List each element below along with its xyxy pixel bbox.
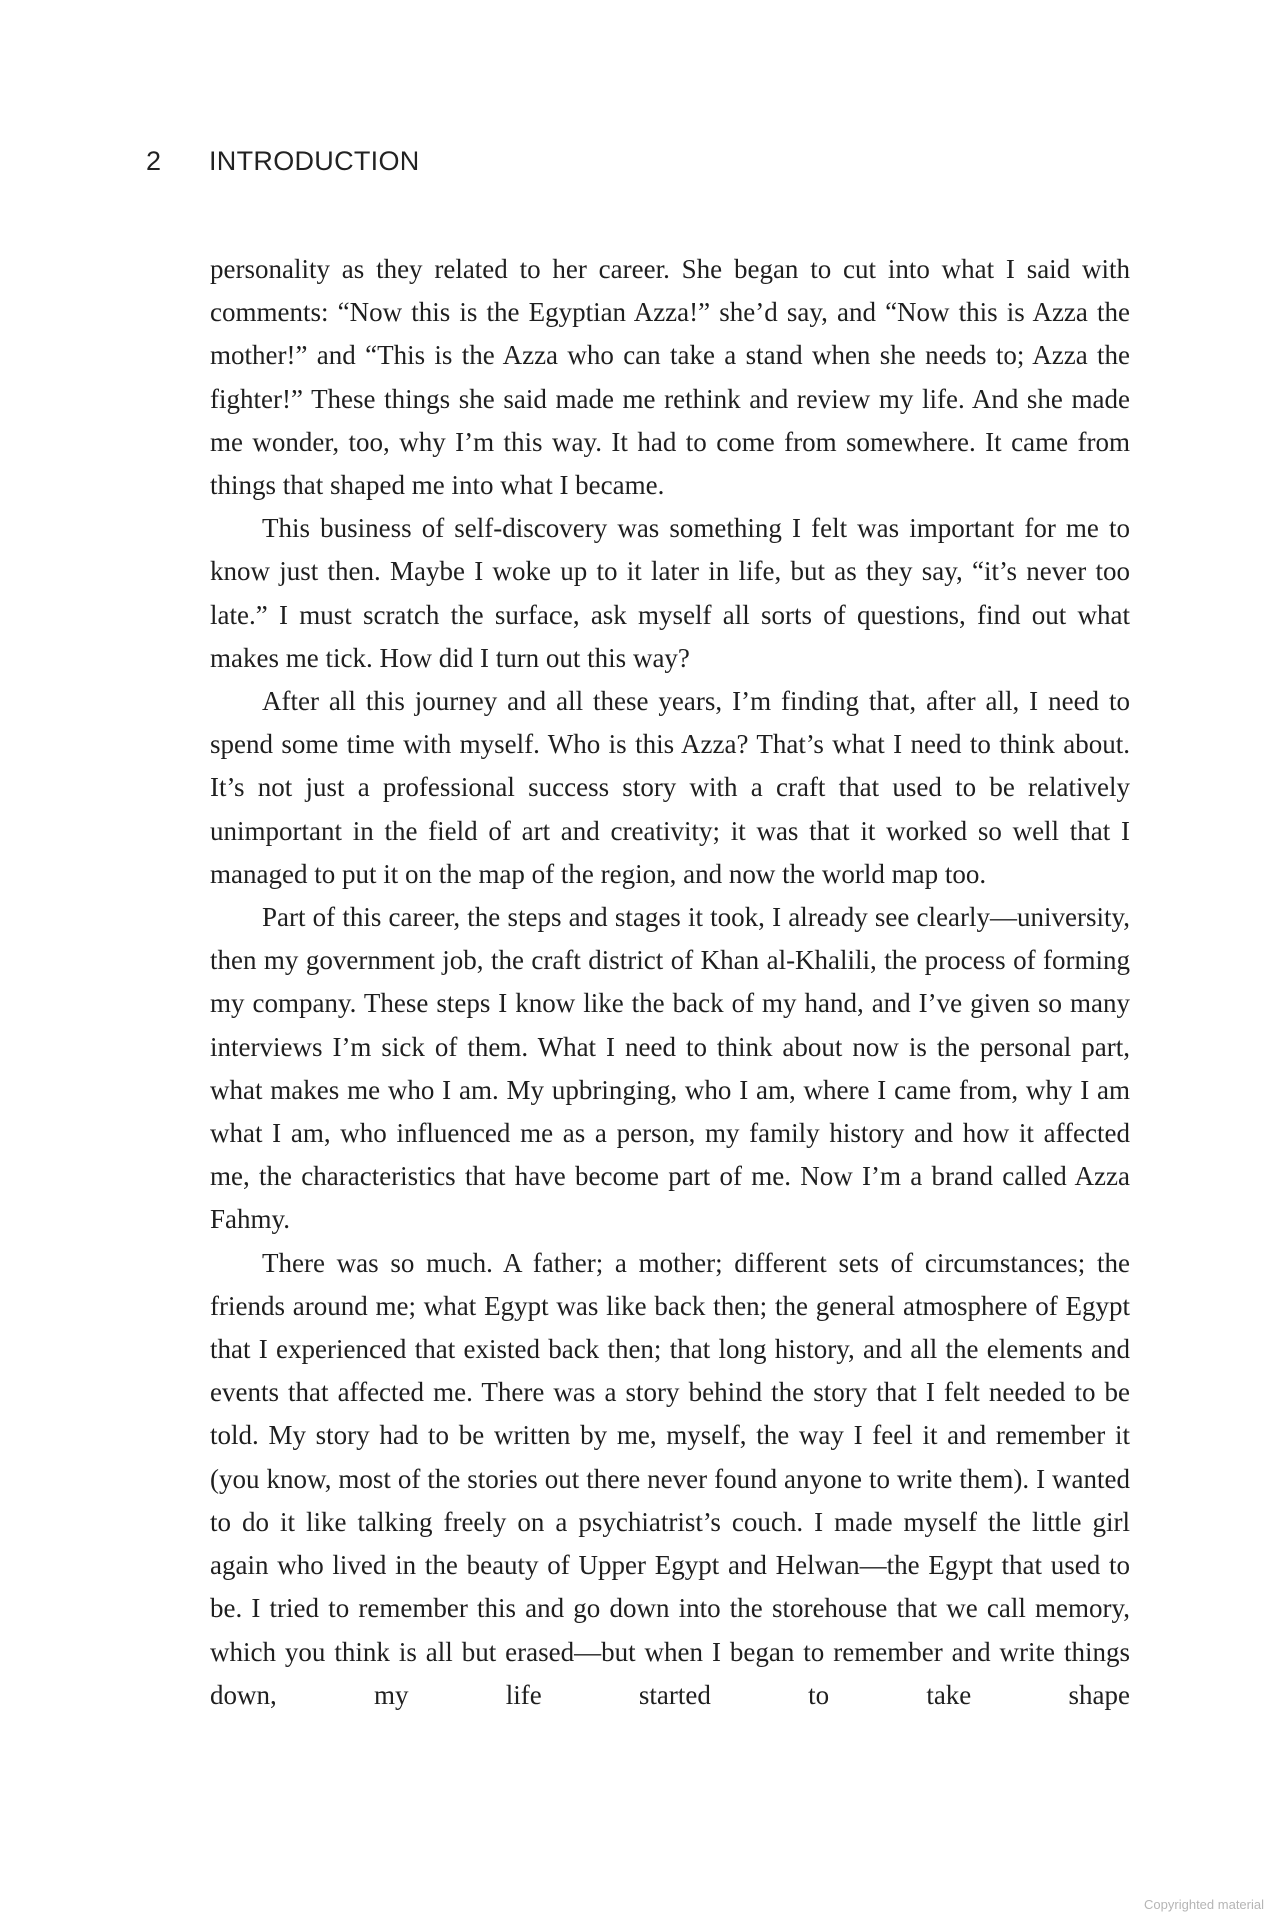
paragraph-1: personality as they related to her career. She began to cut into what I said with comments: “Now this is the Egyptian Azza!” she’d say, and “Now this is Azza the mother!” and “This is the Azza who can take a stand when she needs to; Azza the fighter!” These things she said made me rethink and review my life. And she made me wonder, too, why I’m this way. It had to come from somewhere. It came from things that shaped me into what I became. [210, 254, 1130, 501]
section-title: INTRODUCTION [209, 146, 420, 176]
paragraph-5: There was so much. A father; a mother; different sets of circumstances; the friends around me; what Egypt was like back then; the general atmosphere of Egypt that I experienced that existed back then; that long history, and all the elements and events that affected me. There was a story behind the story that I felt needed to be told. My story had to be written by me, myself, the way I feel it and remember it (you know, most of the stories out there never found anyone to write them). I wanted to do it like talking freely on a psychiatrist’s couch. I made myself the little girl again who lived in the beauty of Upper Egypt and Helwan—the Egypt that used to be. I tried to remember this and go down into the storehouse that we call memory, which you think is all but erased—but when I began to remember and write things down, my life started to take shape [210, 1247, 1130, 1710]
paragraph-2: This business of self-discovery was something I felt was important for me to know just then. Maybe I woke up to it later in life, but as they say, “it’s never too late.” I must scratch the surface, ask myself all sorts of questions, find out what makes me tick. How did I turn out this way? [210, 513, 1130, 673]
paragraph-3: After all this journey and all these years, I’m finding that, after all, I need to spend some time with myself. Who is this Azza? That’s what I need to think about. It’s not just a professional success story with a craft that used to be relatively unimportant in the field of art and creativity; it was that it worked so well that I managed to put it on the map of the region, and now the world map too. [210, 686, 1130, 889]
page-number: 2 [146, 146, 162, 176]
paragraph-4: Part of this career, the steps and stages it took, I already see clearly—university, then my government job, the craft district of Khan al-Khalili, the process of forming my company. These steps I know like the back of my hand, and I’ve given so many interviews I’m sick of them. What I need to think about now is the personal part, what makes me who I am. My upbringing, who I am, where I came from, why I am what I am, who influenced me as a person, my family history and how it affected me, the characteristics that have become part of me. Now I’m a brand called Azza Fahmy. [210, 902, 1130, 1235]
copyright-notice: Copyrighted material [1144, 1897, 1264, 1912]
running-head [146, 146, 420, 177]
body-text [210, 248, 1130, 1717]
